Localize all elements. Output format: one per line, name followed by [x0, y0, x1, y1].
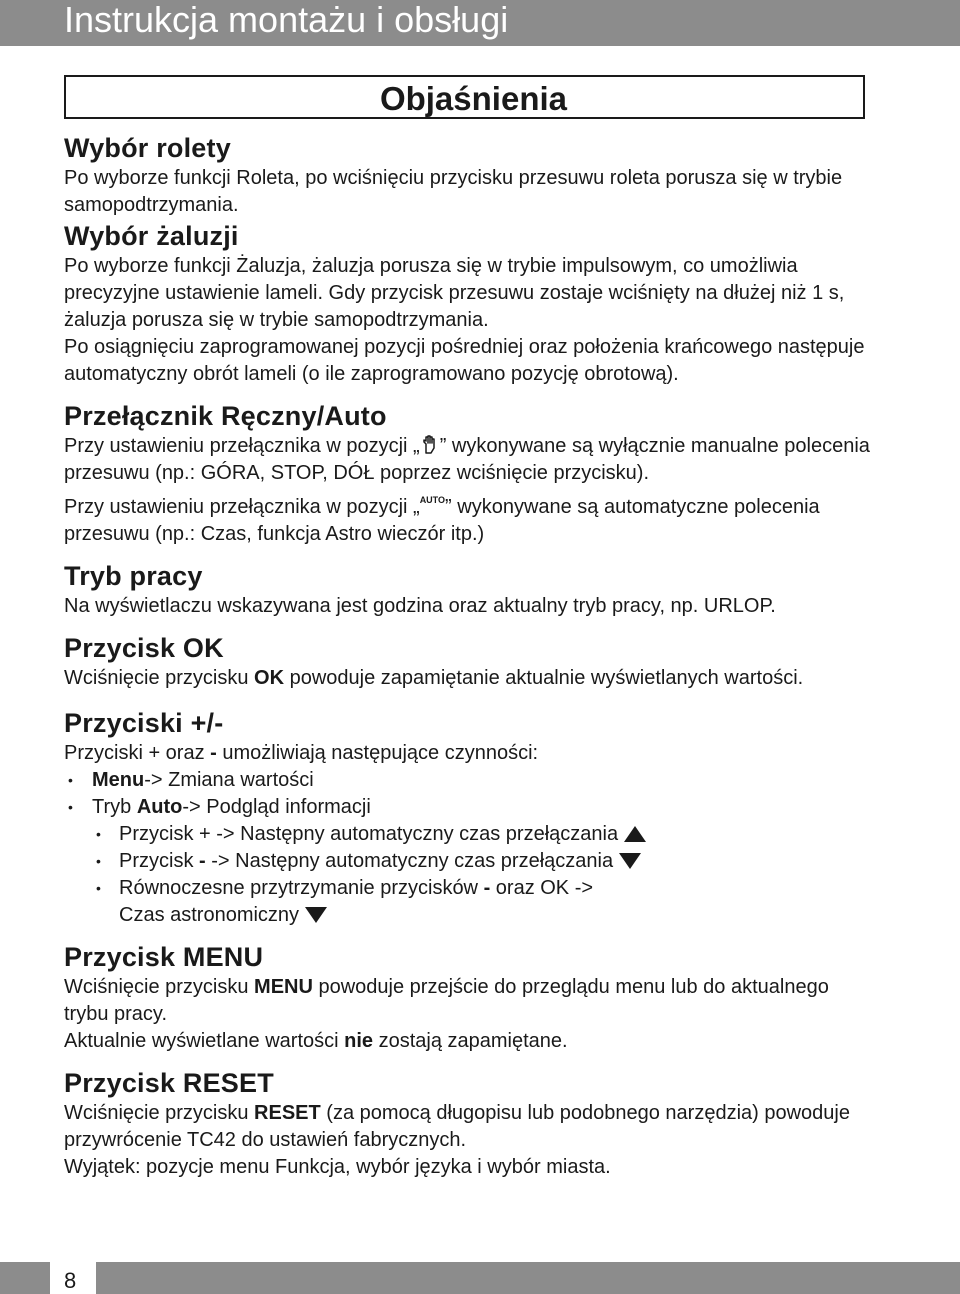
- text-reset-1: [64, 1100, 870, 1154]
- heading-menu: Przycisk MENU: [64, 942, 264, 972]
- intro-a: Przyciski + oraz: [64, 742, 211, 764]
- section-przelacznik: [64, 399, 870, 548]
- page-title-box: [64, 75, 865, 119]
- sub1-text: Przycisk + -> Następny automatyczny czas przełączania: [119, 823, 619, 845]
- content: [64, 131, 870, 1181]
- menu2-a: Aktualnie wyświetlane wartości: [64, 1030, 345, 1052]
- heading-ok: Przycisk OK: [64, 633, 224, 663]
- list-item: [64, 794, 870, 929]
- section-zaluzja: [64, 219, 870, 388]
- section-plusminus: [64, 706, 870, 929]
- section-ok: [64, 631, 870, 692]
- text-przelacznik-1: [64, 433, 870, 487]
- hand-icon: [420, 435, 440, 455]
- text-tryb: Na wyświetlaczu wskazywana jest godzina oraz aktualny tryb pracy, np. URLOP.: [64, 595, 776, 617]
- reset-a: Wciśnięcie przycisku: [64, 1102, 255, 1124]
- text-zaluzja-1: Po wyborze funkcji Żaluzja, żaluzja porusza się w trybie impulsowym, co umożliwia precyzyjne ustawienie lameli. Gdy przycisk przesuwu zostaje wciśnięty na dłużej niż 1 s, żaluzja porusza się w trybie samopodtrzymania.: [64, 255, 845, 331]
- text-roleta: Po wyborze funkcji Roleta, po wciśnięciu przycisku przesuwu roleta porusza się w trybie samopodtrzymania.: [64, 167, 843, 216]
- item2-pre: Tryb: [92, 796, 137, 818]
- text-menu-1: [64, 974, 870, 1028]
- sub3-line2: Czas astronomiczny: [119, 904, 300, 926]
- heading-roleta: Wybór rolety: [64, 133, 231, 163]
- auto-symbol: AUTO: [419, 495, 446, 505]
- section-tryb: [64, 559, 870, 620]
- triangle-down-icon: [619, 853, 641, 869]
- menu-bold: MENU: [254, 976, 313, 998]
- item1-bold: Menu: [92, 769, 145, 791]
- reset-b: (za pomocą długopisu lub podobnego narzędzia) powoduje przywrócenie TC42 do ustawień fabrycznych.: [64, 1102, 850, 1151]
- reset-bold: RESET: [254, 1102, 321, 1124]
- text-ok: [64, 665, 870, 692]
- heading-zaluzja: Wybór żaluzji: [64, 221, 239, 251]
- sublist-item: [64, 848, 870, 875]
- list-item: [64, 767, 870, 794]
- menu-b: powoduje przejście do przeglądu menu lub do aktualnego trybu pracy.: [64, 976, 829, 1025]
- intro-bold: -: [210, 742, 217, 764]
- text-przelacznik-1b: ” wykonywane są wyłącznie manualne polecenia przesuwu (np.: GÓRA, STOP, DÓŁ poprzez wciśnięcie przycisku).: [64, 435, 870, 484]
- heading-reset: Przycisk RESET: [64, 1068, 274, 1098]
- heading-plusminus: Przyciski +/-: [64, 708, 224, 738]
- text-reset-2: Wyjątek: pozycje menu Funkcja, wybór języka i wybór miasta.: [64, 1156, 611, 1178]
- sub3-bold: -: [483, 877, 491, 899]
- sublist-item: [64, 875, 870, 929]
- text-ok-a: Wciśnięcie przycisku: [64, 667, 255, 689]
- section-roleta: [64, 131, 870, 219]
- section-menu: [64, 940, 870, 1055]
- page-number: 8: [64, 1268, 77, 1293]
- sub3-rest: oraz OK ->: [490, 877, 594, 899]
- item2-bold: Auto: [136, 796, 183, 818]
- triangle-down-icon: [305, 907, 327, 923]
- text-ok-b: powoduje zapamiętanie aktualnie wyświetlanych wartości.: [284, 667, 804, 689]
- sublist-item: [64, 821, 870, 848]
- text-plusminus-intro: [64, 740, 870, 767]
- text-ok-bold: OK: [254, 667, 285, 689]
- text-przelacznik-2: [64, 487, 870, 548]
- header-bar: [0, 0, 960, 46]
- heading-przelacznik: Przełącznik Ręczny/Auto: [64, 401, 387, 431]
- text-zaluzja-2: Po osiągnięciu zaprogramowanej pozycji pośredniej oraz położenia krańcowego następuje automatyczny obrót lameli (o ile zaprogramowano pozycję obrotową).: [64, 336, 865, 385]
- triangle-up-icon: [624, 826, 646, 842]
- item1-rest: -> Zmiana wartości: [144, 769, 314, 791]
- menu2-bold: nie: [344, 1030, 374, 1052]
- text-przelacznik-2a: Przy ustawieniu przełącznika w pozycji „: [64, 496, 420, 518]
- menu-a: Wciśnięcie przycisku: [64, 976, 255, 998]
- heading-tryb: Tryb pracy: [64, 561, 203, 591]
- text-przelacznik-1a: Przy ustawieniu przełącznika w pozycji „: [64, 435, 420, 457]
- intro-b: umożliwiają następujące czynności:: [216, 742, 539, 764]
- page-title: Objaśnienia: [379, 80, 567, 117]
- section-reset: [64, 1066, 870, 1181]
- text-przelacznik-2b: ” wykonywane są automatyczne polecenia przesuwu (np.: Czas, funkcja Astro wieczór itp.): [64, 496, 820, 545]
- plusminus-sublist: [64, 821, 870, 929]
- sub2-pre: Przycisk: [119, 850, 199, 872]
- sub3-pre: Równoczesne przytrzymanie przycisków: [119, 877, 484, 899]
- header-title: Instrukcja montażu i obsługi: [64, 0, 509, 40]
- footer-bar: [0, 1262, 960, 1294]
- sub2-rest: -> Następny automatyczny czas przełączania: [205, 850, 614, 872]
- item2-rest: -> Podgląd informacji: [182, 796, 371, 818]
- plusminus-list: [64, 767, 870, 929]
- sub2-bold: -: [199, 850, 206, 872]
- menu2-b: zostają zapamiętane.: [373, 1030, 568, 1052]
- text-menu-2: [64, 1028, 870, 1055]
